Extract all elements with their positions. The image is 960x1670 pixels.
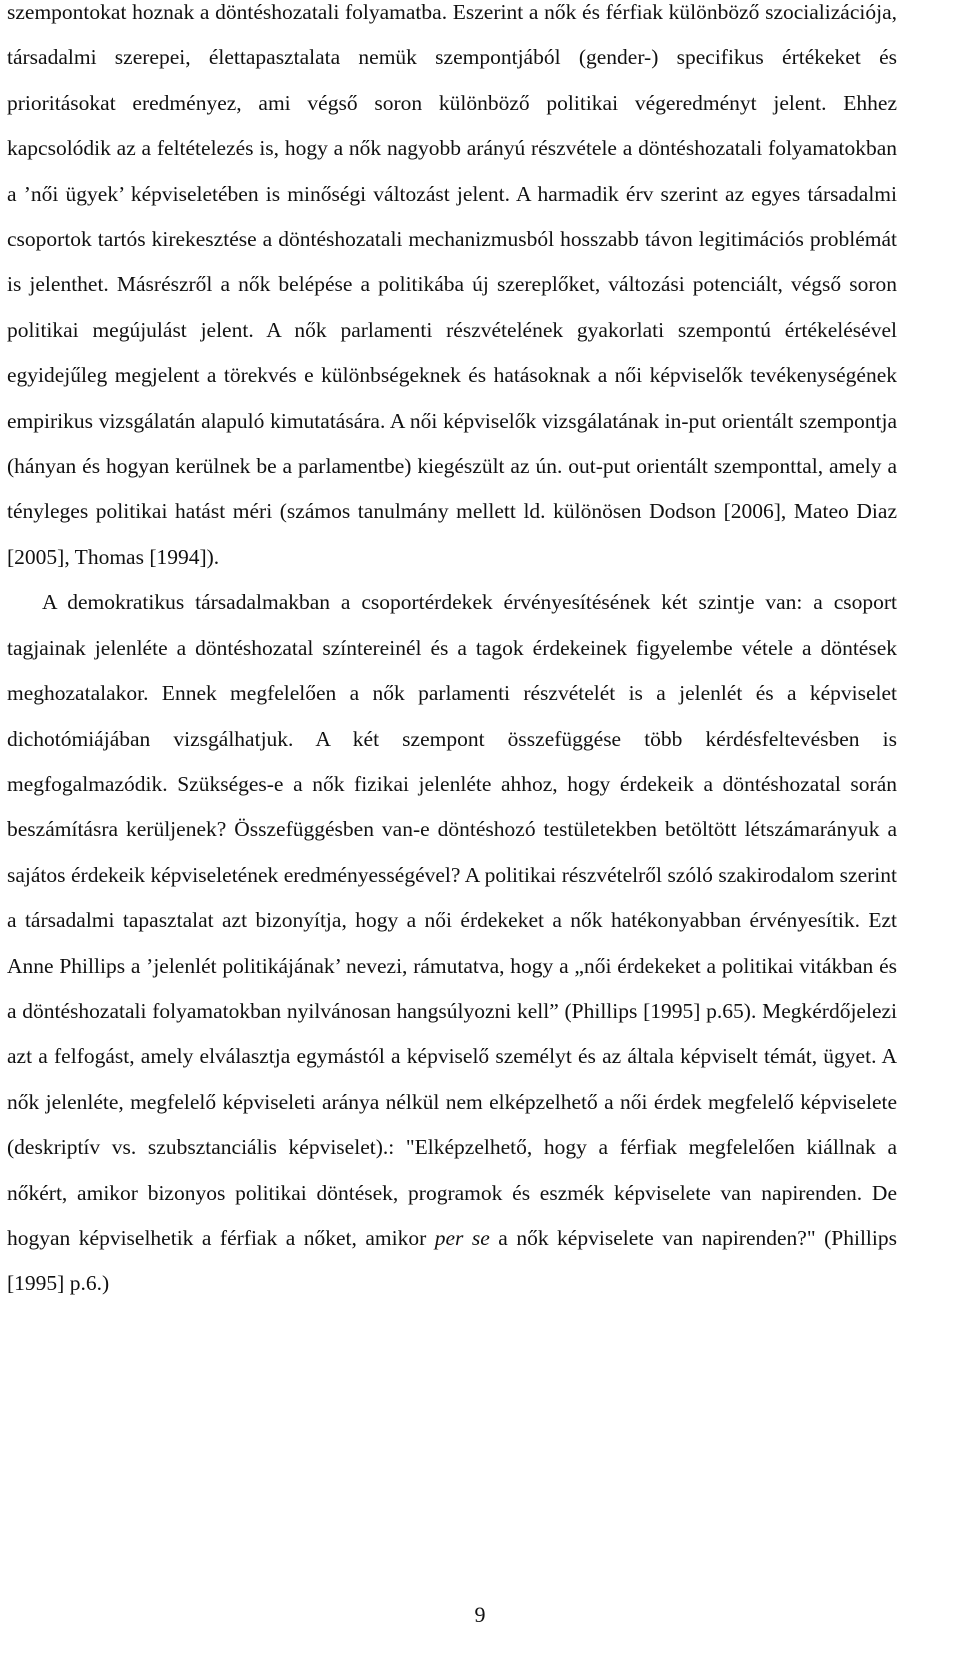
page-number: 9 bbox=[474, 1602, 486, 1627]
document-page bbox=[7, 0, 897, 1307]
paragraph-2-text-a: A demokratikus társadalmakban a csoportérdekek érvényesítésének két szintje van: a csoport tagjainak jelenléte a döntéshozatal színtereinél és a tagok érdekeinek figyelembe vétele a döntések meghozatalakor. Ennek megfelelően a nők parlamenti részvételét is a jelenlét és a képviselet dichotómiájában vizsgálhatjuk. A két szempont összefüggése több kérdésfeltevésben is megfogalmazódik. Szükséges-e a nők fizikai jelenléte ahhoz, hogy érdekeik a döntéshozatal során beszámításra kerüljenek? Összefüggésben van-e döntéshozó testületekben betöltött létszámarányuk a sajátos érdekeik képviseletének eredményességével? A politikai részvételről szóló szakirodalom szerint a társadalmi tapasztalat azt bizonyítja, hogy a női érdekeket a nők hatékonyabban érvényesítik. Ezt Anne Phillips a ’jelenlét politikájának’ nevezi, rámutatva, hogy a „női érdekeket a politikai vitákban és a döntéshozatali folyamatokban nyilvánosan hangsúlyozni kell” (Phillips [1995] p.65). Megkérdőjelezi azt a felfogást, amely elválasztja egymástól a képviselő személyt és az általa képviselt témát, ügyet. A nők jelenléte, megfelelő képviseleti aránya nélkül nem elképzelhető a női érdek megfelelő képviselete (deskriptív vs. szubsztanciális képviselet).: "Elképzelhető, hogy a férfiak megfelelően kiállnak a nőkért, amikor bizonyos politikai döntések, programok és eszmék képviselete van napirenden. De hogyan képviselhetik a férfiak a nőket, amikor bbox=[7, 590, 897, 1250]
italic-term: per se bbox=[434, 1225, 490, 1250]
paragraph-1: szempontokat hoznak a döntéshozatali folyamatba. Eszerint a nők és férfiak különböző szocializációja, társadalmi szerepei, élettapasztalata nemük szempontjából (gender-) specifikus értékeket és prioritásokat eredményez, ami végső soron különböző politikai végeredményt jelent. Ehhez kapcsolódik az a feltételezés is, hogy a nők nagyobb arányú részvétele a döntéshozatali folyamatokban a ’női ügyek’ képviseletében is minőségi változást jelent. A harmadik érv szerint az egyes társadalmi csoportok tartós kirekesztése a döntéshozatali mechanizmusból hosszabb távon legitimációs problémát is jelenthet. Másrészről a nők belépése a politikába új szereplőket, változási potenciált, végső soron politikai megújulást jelent. A nők parlamenti részvételének gyakorlati szempontú értékelésével egyidejűleg megjelent a törekvés e különbségeknek és hatásoknak a női képviselők tevékenységének empirikus vizsgálatán alapuló kimutatására. A női képviselők vizsgálatának in-put orientált szempontja (hányan és hogyan kerülnek be a parlamentbe) kiegészült az ún. out-put orientált szemponttal, amely a tényleges politikai hatást méri (számos tanulmány mellett ld. különösen Dodson [2006], Mateo Diaz [2005], Thomas [1994]). bbox=[7, 0, 897, 569]
paragraph-2 bbox=[7, 580, 897, 1307]
paragraph-2-text-b: a nők képviselete van napirenden?" (Phillips [1995] p.6.) bbox=[7, 1225, 897, 1296]
